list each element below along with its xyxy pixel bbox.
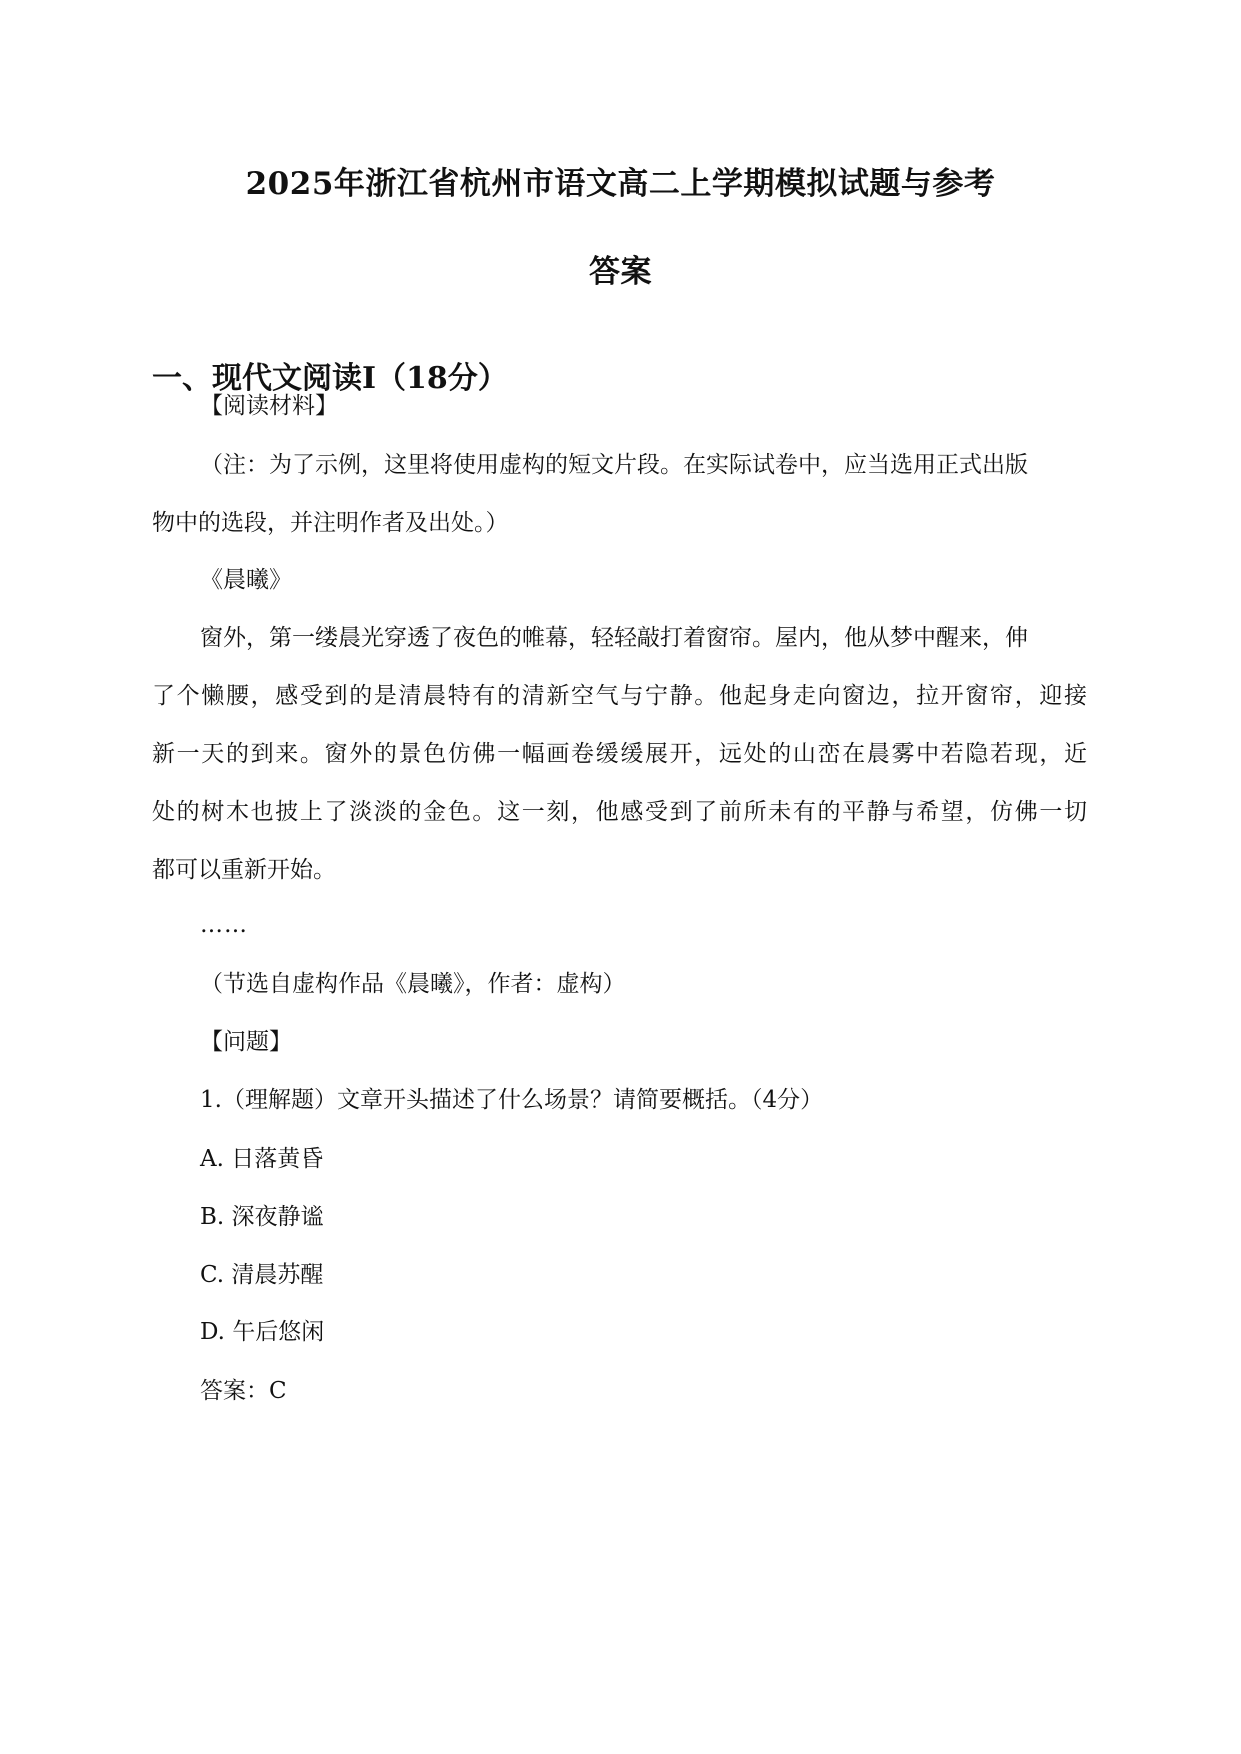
option-b: B. 深夜静谧 bbox=[200, 1204, 324, 1230]
ellipsis: …… bbox=[200, 912, 248, 938]
passage-line-5: 都可以重新开始。 bbox=[152, 857, 336, 883]
passage-line-1: 窗外，第一缕晨光穿透了夜色的帷幕，轻轻敲打着窗帘。屋内，他从梦中醒来，伸 bbox=[200, 625, 1028, 651]
question-label: 【问题】 bbox=[200, 1029, 292, 1055]
option-c: C. 清晨苏醒 bbox=[200, 1262, 324, 1288]
passage-title: 《晨曦》 bbox=[200, 567, 292, 593]
material-label: 【阅读材料】 bbox=[200, 393, 338, 419]
answer: 答案：C bbox=[200, 1378, 287, 1404]
note-line-1: （注：为了示例，这里将使用虚构的短文片段。在实际试卷中，应当选用正式出版 bbox=[200, 452, 1028, 478]
passage-line-2: 了个懒腰，感受到的是清晨特有的清新空气与宁静。他起身走向窗边，拉开窗帘，迎接 bbox=[152, 683, 1087, 709]
question-1-stem: 1.（理解题）文章开头描述了什么场景？请简要概括。（4分） bbox=[200, 1087, 824, 1113]
passage-line-3: 新一天的到来。窗外的景色仿佛一幅画卷缓缓展开，远处的山峦在晨雾中若隐若现，近 bbox=[152, 741, 1087, 767]
option-a: A. 日落黄昏 bbox=[200, 1146, 324, 1172]
passage-line-4: 处的树木也披上了淡淡的金色。这一刻，他感受到了前所未有的平静与希望，仿佛一切 bbox=[152, 799, 1087, 825]
source-citation: （节选自虚构作品《晨曦》，作者：虚构） bbox=[200, 971, 626, 997]
section-heading: 一、现代文阅读Ⅰ（18分） bbox=[152, 361, 508, 396]
document-title-line-2: 答案 bbox=[589, 254, 652, 290]
option-d: D. 午后悠闲 bbox=[200, 1319, 325, 1345]
document-title-line-1: 2025年浙江省杭州市语文高二上学期模拟试题与参考 bbox=[245, 166, 996, 202]
note-line-2: 物中的选段，并注明作者及出处。） bbox=[152, 510, 509, 536]
